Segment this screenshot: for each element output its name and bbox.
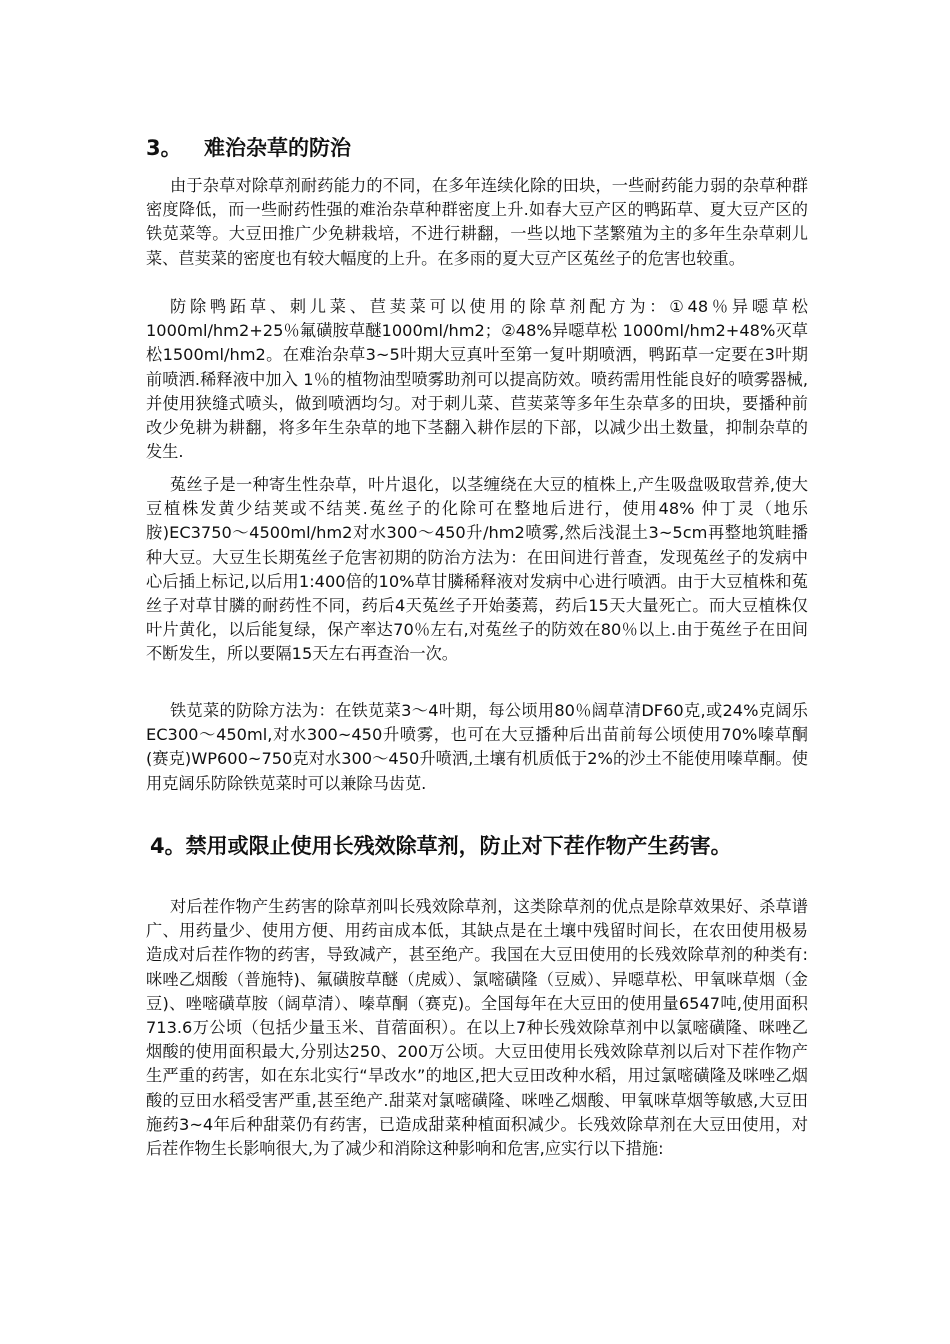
section-3-title: 难治杂草的防治 (204, 136, 351, 160)
section-3-number: 3。 (146, 136, 182, 160)
section-4-heading: 4。禁用或限止使用长残效除草剂，防止对下茬作物产生药害。 (150, 834, 732, 858)
section-3-paragraph-1: 由于杂草对除草剂耐药能力的不同，在多年连续化除的田块，一些耐药能力弱的杂草种群密度降低，而一些耐药性强的难治杂草种群密度上升.如春大豆产区的鸭跖草、夏大豆产区的铁苋菜等。大豆田推广少免耕栽培，不进行耕翻，一些以地下茎繁殖为主的多年生杂草刺儿菜、苣荬菜的密度也有较大幅度的上升。在多雨的夏大豆产区菟丝子的危害也较重。 (146, 176, 808, 268)
section-3-heading (146, 134, 351, 162)
section-4-paragraph-1: 对后茬作物产生药害的除草剂叫长残效除草剂，这类除草剂的优点是除草效果好、杀草谱广、用药量少、使用方便、用药亩成本低，其缺点是在土壤中残留时间长，在农田使用极易造成对后茬作物的药害，导致减产，甚至绝产。我国在大豆田使用的长残效除草剂的种类有:咪唑乙烟酸（普施特)、氟磺胺草醚（虎威）、氯嘧磺隆（豆威）、异噁草松、甲氧咪草烟（金豆)、唑嘧磺草胺（阔草清）、嗪草酮（赛克)。全国每年在大豆田的使用量6547吨,使用面积713.6万公顷（包括少量玉米、苜蓿面积）。在以上7种长残效除草剂中以氯嘧磺隆、咪唑乙烟酸的使用面积最大,分别达250、200万公顷。大豆田使用长残效除草剂以后对下茬作物产生严重的药害，如在东北实行“旱改水”的地区,把大豆田改种水稻，用过氯嘧磺隆及咪唑乙烟酸的豆田水稻受害严重,甚至绝产.甜菜对氯嘧磺隆、咪唑乙烟酸、甲氧咪草烟等敏感,大豆田施药3~4年后种甜菜仍有药害，已造成甜菜种植面积减少。长残效除草剂在大豆田使用，对后茬作物生长影响很大,为了减少和消除这种影响和危害,应实行以下措施: (146, 897, 808, 1159)
section-3-paragraph-4: 铁苋菜的防除方法为：在铁苋菜3～4叶期，每公顷用80％阔草清DF60克,或24%克阔乐EC300～450ml,对水300~450升喷雾，也可在大豆播种后出苗前每公顷使用70%嗪草酮(赛克)WP600~750克对水300～450升喷洒,土壤有机质低于2%的沙土不能使用嗪草酮。使用克阔乐防除铁苋菜时可以兼除马齿苋. (146, 701, 808, 793)
section-3-paragraph-3: 菟丝子是一种寄生性杂草，叶片退化，以茎缠绕在大豆的植株上,产生吸盘吸取营养,使大豆植株发黄少结荚或不结荚.菟丝子的化除可在整地后进行，使用48% 仲丁灵（地乐胺)EC3750～4500ml/hm2对水300～450升/hm2喷雾,然后浅混土3~5cm再整地筑畦播种大豆。大豆生长期菟丝子危害初期的防治方法为：在田间进行普查，发现菟丝子的发病中心后插上标记,以后用1:400倍的10%草甘膦稀释液对发病中心进行喷洒。由于大豆植株和菟丝子对草甘膦的耐药性不同，药后4天菟丝子开始萎蔫，药后15天大量死亡。而大豆植株仅叶片黄化，以后能复绿，保产率达70％左右,对菟丝子的防效在80％以上.由于菟丝子在田间不断发生，所以要隔15天左右再查治一次。 (146, 475, 808, 664)
section-3-paragraph-2: 防除鸭跖草、刺儿菜、苣荬菜可以使用的除草剂配方为：①48％异噁草松1000ml/hm2+25％氟磺胺草醚1000ml/hm2；②48%异噁草松 1000ml/hm2+48%灭草松1500ml/hm2。在难治杂草3~5叶期大豆真叶至第一复叶期喷洒，鸭跖草一定要在3叶期前喷洒.稀释液中加入 1％的植物油型喷雾助剂可以提高防效。喷药需用性能良好的喷雾器械,并使用狭缝式喷头，做到喷洒均匀。对于刺儿菜、苣荬菜等多年生杂草多的田块，要播种前改少免耕为耕翻，将多年生杂草的地下茎翻入耕作层的下部，以减少出土数量，抑制杂草的发生. (146, 297, 808, 462)
